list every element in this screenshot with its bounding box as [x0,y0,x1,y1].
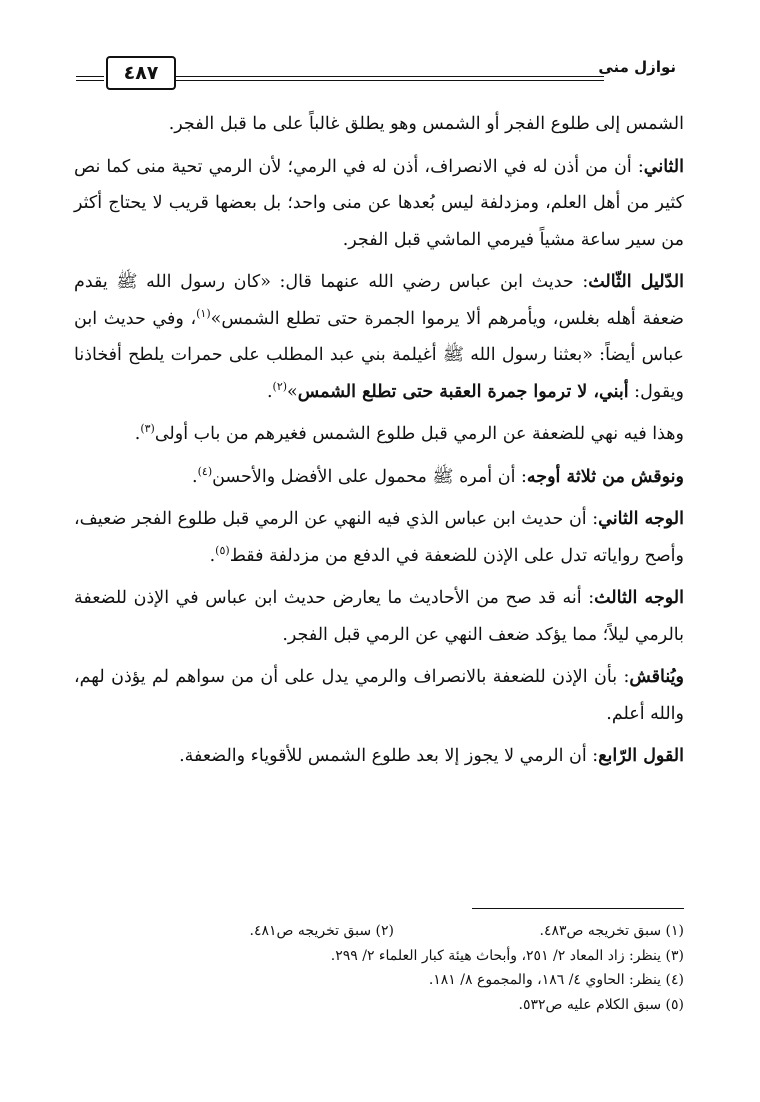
paragraph-lead: الدّليل الثّالث [588,272,684,292]
paragraph-discussion [74,459,684,496]
paragraph-lead: ونوقش من ثلاثة أوجه [526,466,684,487]
main-text [74,106,684,781]
paragraph-rebuttal [74,659,684,732]
footnote-ref: (١) [196,306,211,320]
paragraph-text: : أن حديث ابن عباس الذي فيه النهي عن الرمي قبل طلوع الفجر ضعيف، وأصح رواياته تدل على الإذن للضعفة في الدفع من مزدلفة فقط [74,509,684,566]
paragraph-text: الشمس إلى طلوع الفجر أو الشمس وهو يطلق غالباً على ما قبل الفجر. [168,114,684,134]
paragraph-third-evidence [74,264,684,410]
paragraph-lead: الوجه الثالث [594,588,684,608]
paragraph-second-aspect [74,501,684,574]
footnote-1: (١) سبق تخريجه ص٤٨٣. [539,923,684,939]
footnote-separator [472,908,684,909]
paragraph-text: : أن الرمي لا يجوز إلا بعد طلوع الشمس للأقوياء والضعفة. [179,746,599,766]
paragraph-continuation [74,106,684,143]
paragraph-text: وهذا فيه نهي للضعفة عن الرمي قبل طلوع الشمس فغيرهم من باب أولى [154,424,684,444]
footnote-ref: (٣) [140,422,155,436]
header-rule [176,76,604,81]
quote-close: » [287,381,298,402]
paragraph-text: ، وفي حديث ابن عباس أيضاً: «بعثنا رسول الله ﷺ أغيلمة بني عبد المطلب على حمرات يلطح أفخاذنا ويقول: [74,308,684,402]
paragraph-inference [74,416,684,453]
paragraph-end: . [266,381,273,402]
footnote-ref: (٥) [215,543,230,557]
paragraph-end: . [192,466,198,487]
header-rule-end [76,76,104,81]
paragraph-text: : أنه قد صح من الأحاديث ما يعارض حديث ابن عباس في الإذن للضعفة بالرمي ليلاً؛ مما يؤكد ضعف النهي عن الرمي قبل الفجر. [74,588,684,645]
paragraph-end: . [134,424,141,444]
paragraph-text: : حديث ابن عباس رضي الله عنهما قال: «كان رسول الله ﷺ يقدم ضعفة أهله بغلس، ويأمرهم ألا يرموا الجمرة حتى تطلع الشمس» [74,272,684,329]
footnote-ref: (٤) [197,464,213,478]
footnote-3: (٣) ينظر: زاد المعاد ٢/ ٢٥١، وأبحاث هيئة كبار العلماء ٢/ ٢٩٩. [330,947,684,964]
paragraph-text: : أن أمره ﷺ محمول على الأفضل والأحسن [212,466,527,487]
footnote-5: (٥) سبق الكلام عليه ص٥٣٢. [518,996,684,1013]
paragraph-third-aspect [74,580,684,653]
footnote-4: (٤) ينظر: الحاوي ٤/ ١٨٦، والمجموع ٨/ ١٨١. [428,972,684,988]
page-header [76,54,676,94]
footnote-ref: (٢) [272,379,288,393]
page-number: ٤٨٧ [106,56,176,90]
paragraph-text: : أن من أذن له في الانصراف، أذن له في الرمي؛ لأن الرمي تحية منى كما نص كثير من أهل العلم، ومزدلفة ليس بُعدها عن منى واحد؛ بل بعضها قريب لا يحتاج أكثر من سير ساعة مشياً فيرمي الماشي قبل الفجر. [74,156,684,250]
paragraph-lead: الثاني [643,156,684,177]
hadith-quote: أبني، لا ترموا جمرة العقبة حتى تطلع الشمس [297,381,629,402]
paragraph-lead: الوجه الثاني [598,509,684,529]
footnote-row [74,919,684,944]
running-title: نوازل منى [598,58,676,76]
paragraph-text: : بأن الإذن للضعفة بالانصراف والرمي يدل على أن من سواهم لم يؤذن لهم، والله أعلم. [74,667,684,724]
paragraph-end: . [209,545,216,566]
paragraph-lead: القول الرّابع [598,746,684,766]
footnotes [74,908,684,1017]
paragraph-fourth-opinion [74,738,684,775]
paragraph-second-reason [74,149,684,259]
footnote-2: (٢) سبق تخريجه ص٤٨١. [249,923,394,939]
paragraph-lead: ويُناقش [629,667,684,687]
